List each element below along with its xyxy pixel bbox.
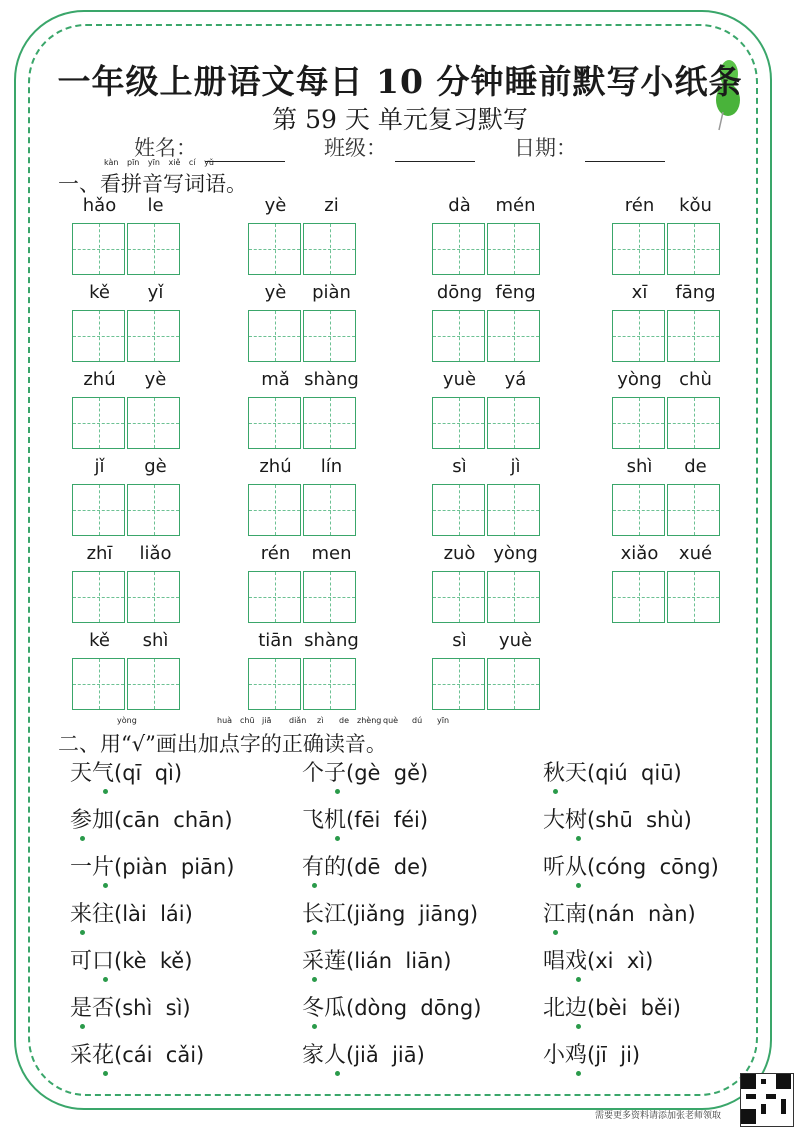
tianzige-box[interactable] (432, 571, 485, 623)
tianzige-box[interactable] (667, 571, 720, 623)
emphasis-dot (335, 1071, 340, 1076)
tianzige-box[interactable] (248, 223, 301, 275)
emphasis-dot (80, 1024, 85, 1029)
tianzige-box[interactable] (487, 397, 540, 449)
choice-item[interactable] (70, 803, 233, 834)
tianzige-box[interactable] (487, 571, 540, 623)
choice-item[interactable] (543, 756, 682, 787)
choice-readings[interactable]: (dē de) (346, 855, 429, 879)
choice-word: 参加 (70, 808, 115, 833)
writing-grid (432, 484, 540, 536)
choice-word: 采莲 (302, 949, 347, 974)
pinyin-syllable: shàng (304, 630, 359, 651)
word-pinyin (248, 369, 420, 393)
choice-item[interactable] (302, 1038, 425, 1069)
emphasis-dot (103, 977, 108, 982)
pinyin-syllable: mén (495, 195, 536, 216)
section2-pinyin-syllable: jiā (262, 716, 272, 725)
pinyin-syllable: piàn (312, 282, 351, 303)
pinyin-syllable: shì (626, 456, 653, 477)
choice-item[interactable] (302, 897, 478, 928)
emphasis-dot (553, 930, 558, 935)
pinyin-syllable: zhú (259, 456, 292, 477)
tianzige-box[interactable] (667, 223, 720, 275)
word-pinyin (612, 543, 784, 567)
section2-pinyin-syllable: chū (240, 716, 255, 725)
tianzige-box[interactable] (248, 484, 301, 536)
pinyin-syllable: gè (144, 456, 167, 477)
choice-readings[interactable]: (dòng dōng) (346, 996, 482, 1020)
pinyin-syllable: hǎo (82, 195, 117, 216)
tianzige-box[interactable] (248, 658, 301, 710)
choice-readings[interactable]: (nán nàn) (587, 902, 696, 926)
choice-item[interactable] (70, 991, 191, 1022)
writing-grid (612, 310, 720, 362)
choice-readings[interactable]: (shì sì) (114, 996, 191, 1020)
page-title: 一年级上册语文每日 10 分钟睡前默写小纸条 (57, 62, 743, 101)
word-cell (248, 369, 420, 393)
tianzige-box[interactable] (432, 397, 485, 449)
pinyin-syllable: zuò (443, 543, 476, 564)
date-line (585, 141, 665, 162)
choice-item[interactable] (543, 803, 692, 834)
word-cell (72, 630, 244, 654)
word-cell (248, 630, 420, 654)
word-cell (72, 543, 244, 567)
tianzige-box[interactable] (667, 397, 720, 449)
tianzige-box[interactable] (127, 571, 180, 623)
pinyin-syllable: zhī (86, 543, 113, 564)
section2-pinyin-syllable: zhèng (357, 716, 382, 725)
choice-readings[interactable]: (lián liān) (346, 949, 452, 973)
emphasis-dot (103, 789, 108, 794)
pinyin-syllable: men (311, 543, 352, 564)
word-cell (248, 543, 420, 567)
choice-word: 秋天 (543, 761, 588, 786)
emphasis-dot (80, 836, 85, 841)
word-pinyin (432, 369, 604, 393)
pinyin-syllable: sì (452, 456, 467, 477)
section2-pinyin-syllable: de (339, 716, 349, 725)
pinyin-syllable: shàng (304, 369, 359, 390)
choice-readings[interactable]: (lài lái) (114, 902, 193, 926)
name-line (205, 141, 285, 162)
choice-readings[interactable]: (gè gě) (346, 761, 429, 785)
footer-note: 需要更多资料请添加张老师领取 (595, 1111, 722, 1121)
choice-word: 可口 (70, 949, 115, 974)
choice-word: 冬瓜 (302, 996, 347, 1021)
word-cell (432, 282, 604, 306)
tianzige-box[interactable] (127, 484, 180, 536)
choice-readings[interactable]: (cái cǎi) (114, 1043, 205, 1067)
choice-word: 个子 (302, 761, 347, 786)
pinyin-syllable: kǒu (679, 195, 712, 216)
class-line (395, 141, 475, 162)
choice-word: 唱戏 (543, 949, 588, 974)
writing-grid (612, 397, 720, 449)
choice-word: 家人 (302, 1043, 347, 1068)
tianzige-box[interactable] (487, 658, 540, 710)
writing-grid (432, 658, 540, 710)
choice-word: 听从 (543, 855, 588, 880)
writing-grid (432, 397, 540, 449)
tianzige-box[interactable] (303, 310, 356, 362)
tianzige-box[interactable] (72, 223, 125, 275)
tianzige-box[interactable] (612, 484, 665, 536)
choice-readings[interactable]: (qī qì) (114, 761, 183, 785)
word-pinyin (248, 456, 420, 480)
emphasis-dot (576, 883, 581, 888)
word-cell (72, 195, 244, 219)
writing-grid (72, 397, 180, 449)
word-pinyin (612, 195, 784, 219)
word-cell (72, 282, 244, 306)
choice-item[interactable] (543, 991, 681, 1022)
pinyin-syllable: jǐ (94, 456, 105, 477)
choice-item[interactable] (302, 756, 428, 787)
emphasis-dot (576, 977, 581, 982)
pinyin-syllable: rén (624, 195, 655, 216)
pinyin-syllable: le (147, 195, 164, 216)
emphasis-dot (312, 930, 317, 935)
choice-word: 北边 (543, 996, 588, 1021)
choice-item[interactable] (70, 944, 192, 975)
qr-code-icon (740, 1073, 794, 1127)
tianzige-box[interactable] (72, 571, 125, 623)
writing-grid (248, 658, 356, 710)
word-pinyin (72, 543, 244, 567)
tianzige-box[interactable] (432, 310, 485, 362)
choice-item[interactable] (70, 897, 193, 928)
date-label: 日期： (514, 136, 577, 160)
choice-readings[interactable]: (shū shù) (587, 808, 692, 832)
pinyin-syllable: shì (142, 630, 169, 651)
choice-item[interactable] (302, 850, 428, 881)
word-cell (432, 630, 604, 654)
choice-word: 小鸡 (543, 1043, 588, 1068)
choice-word: 是否 (70, 996, 115, 1021)
choice-readings[interactable]: (jiǎng jiāng) (346, 902, 479, 926)
word-cell (432, 369, 604, 393)
word-pinyin (72, 630, 244, 654)
writing-grid (72, 658, 180, 710)
writing-grid (612, 571, 720, 623)
tianzige-box[interactable] (127, 310, 180, 362)
pinyin-syllable: mǎ (261, 369, 290, 390)
tianzige-box[interactable] (612, 571, 665, 623)
tianzige-box[interactable] (667, 484, 720, 536)
pinyin-syllable: zi (324, 195, 339, 216)
word-pinyin (72, 456, 244, 480)
pinyin-syllable: yuè (442, 369, 477, 390)
emphasis-dot (312, 1024, 317, 1029)
pinyin-syllable: yǐ (147, 282, 164, 303)
pinyin-syllable: yè (264, 195, 287, 216)
word-cell (612, 282, 784, 306)
word-pinyin (248, 543, 420, 567)
pinyin-syllable: yè (144, 369, 167, 390)
word-cell (612, 456, 784, 480)
choice-word: 飞机 (302, 808, 347, 833)
word-cell (248, 456, 420, 480)
pinyin-syllable: dōng (436, 282, 483, 303)
choice-word: 来往 (70, 902, 115, 927)
word-cell (612, 195, 784, 219)
word-cell (432, 195, 604, 219)
section1-heading: 一、看拼音写词语。 (58, 172, 247, 196)
tianzige-box[interactable] (667, 310, 720, 362)
word-pinyin (248, 195, 420, 219)
choice-item[interactable] (302, 803, 428, 834)
word-pinyin (612, 369, 784, 393)
pinyin-syllable: yè (264, 282, 287, 303)
word-cell (72, 369, 244, 393)
writing-grid (432, 571, 540, 623)
word-cell (612, 543, 784, 567)
section2-pinyin-syllable: què (383, 716, 399, 725)
tianzige-box[interactable] (487, 310, 540, 362)
pinyin-syllable: sì (452, 630, 467, 651)
section1-pinyin: kàn pīn yīn xiě cí yǔ (104, 158, 214, 167)
word-pinyin (72, 282, 244, 306)
word-pinyin (432, 282, 604, 306)
choice-item[interactable] (70, 850, 234, 881)
writing-grid (248, 484, 356, 536)
pinyin-syllable: fēng (495, 282, 536, 303)
pinyin-syllable: liǎo (139, 543, 172, 564)
section2-pinyin-syllable: diǎn (289, 716, 307, 725)
word-cell (72, 456, 244, 480)
choice-readings[interactable]: (qiú qiū) (587, 761, 682, 785)
emphasis-dot (553, 789, 558, 794)
choice-item[interactable] (543, 897, 696, 928)
choice-readings[interactable]: (fēi féi) (346, 808, 429, 832)
word-cell (248, 195, 420, 219)
section2-pinyin-syllable: dú (412, 716, 423, 725)
pinyin-syllable: kě (89, 282, 110, 303)
pinyin-syllable: yá (504, 369, 527, 390)
tianzige-box[interactable] (432, 658, 485, 710)
emphasis-dot (103, 883, 108, 888)
tianzige-box[interactable] (248, 310, 301, 362)
tianzige-box[interactable] (487, 223, 540, 275)
tianzige-box[interactable] (72, 397, 125, 449)
pinyin-syllable: jì (510, 456, 521, 477)
pinyin-syllable: yuè (498, 630, 533, 651)
emphasis-dot (576, 1071, 581, 1076)
word-cell (432, 456, 604, 480)
writing-grid (248, 571, 356, 623)
tianzige-box[interactable] (303, 658, 356, 710)
choice-readings[interactable]: (kè kě) (114, 949, 193, 973)
emphasis-dot (312, 977, 317, 982)
choice-item[interactable] (70, 756, 182, 787)
tianzige-box[interactable] (127, 223, 180, 275)
word-pinyin (432, 630, 604, 654)
writing-grid (612, 484, 720, 536)
emphasis-dot (576, 836, 581, 841)
choice-readings[interactable]: (cān chān) (114, 808, 233, 832)
writing-grid (72, 223, 180, 275)
word-pinyin (72, 369, 244, 393)
writing-grid (248, 223, 356, 275)
tianzige-box[interactable] (303, 484, 356, 536)
choice-word: 大树 (543, 808, 588, 833)
tianzige-box[interactable] (612, 310, 665, 362)
tianzige-box[interactable] (612, 397, 665, 449)
pinyin-syllable: kě (89, 630, 110, 651)
pinyin-syllable: zhú (83, 369, 116, 390)
pinyin-syllable: xiǎo (620, 543, 659, 564)
word-pinyin (432, 543, 604, 567)
tianzige-box[interactable] (248, 397, 301, 449)
emphasis-dot (103, 1071, 108, 1076)
tianzige-box[interactable] (432, 223, 485, 275)
writing-grid (612, 223, 720, 275)
writing-grid (72, 310, 180, 362)
choice-item[interactable] (543, 850, 719, 881)
pinyin-syllable: fāng (675, 282, 716, 303)
choice-item[interactable] (70, 1038, 204, 1069)
writing-grid (248, 310, 356, 362)
tianzige-box[interactable] (432, 484, 485, 536)
choice-word: 天气 (70, 761, 115, 786)
pinyin-syllable: xué (678, 543, 713, 564)
choice-item[interactable] (543, 944, 653, 975)
emphasis-dot (312, 883, 317, 888)
page-subtitle: 第 59 天 单元复习默写 (272, 105, 528, 134)
writing-grid (72, 484, 180, 536)
tianzige-box[interactable] (248, 571, 301, 623)
tianzige-box[interactable] (127, 658, 180, 710)
class-label: 班级： (324, 136, 387, 160)
choice-item[interactable] (302, 944, 451, 975)
writing-grid (248, 397, 356, 449)
writing-grid (72, 571, 180, 623)
writing-grid (432, 223, 540, 275)
emphasis-dot (80, 930, 85, 935)
section2-pinyin-syllable: yòng (117, 716, 137, 725)
choice-item[interactable] (543, 1038, 640, 1069)
word-cell (612, 369, 784, 393)
class-field[interactable] (324, 132, 475, 162)
emphasis-dot (576, 1024, 581, 1029)
choice-item[interactable] (302, 991, 481, 1022)
pinyin-syllable: rén (260, 543, 291, 564)
word-cell (248, 282, 420, 306)
word-pinyin (432, 456, 604, 480)
word-pinyin (612, 456, 784, 480)
choice-word: 长江 (302, 902, 347, 927)
word-pinyin (248, 282, 420, 306)
tianzige-box[interactable] (72, 658, 125, 710)
tianzige-box[interactable] (72, 484, 125, 536)
choice-readings[interactable]: (jī ji) (587, 1043, 641, 1067)
section2-pinyin-syllable: zì (317, 716, 324, 725)
pinyin-syllable: yòng (617, 369, 662, 390)
tianzige-box[interactable] (303, 571, 356, 623)
emphasis-dot (335, 789, 340, 794)
pinyin-syllable: tiān (258, 630, 293, 651)
writing-grid (432, 310, 540, 362)
choice-readings[interactable]: (cóng cōng) (587, 855, 719, 879)
word-pinyin (72, 195, 244, 219)
pinyin-syllable: de (684, 456, 707, 477)
choice-word: 有的 (302, 855, 347, 880)
pinyin-syllable: yòng (493, 543, 538, 564)
section2-pinyin-syllable: yīn (437, 716, 450, 725)
choice-readings[interactable]: (xi xì) (587, 949, 654, 973)
date-field[interactable] (514, 132, 665, 162)
tianzige-box[interactable] (303, 223, 356, 275)
choice-word: 采花 (70, 1043, 115, 1068)
pinyin-syllable: xī (631, 282, 648, 303)
tianzige-box[interactable] (72, 310, 125, 362)
tianzige-box[interactable] (127, 397, 180, 449)
tianzige-box[interactable] (487, 484, 540, 536)
tianzige-box[interactable] (612, 223, 665, 275)
choice-readings[interactable]: (piàn piān) (114, 855, 235, 879)
choice-word: 一片 (70, 855, 115, 880)
choice-readings[interactable]: (bèi běi) (587, 996, 681, 1020)
word-pinyin (612, 282, 784, 306)
pinyin-syllable: lín (320, 456, 343, 477)
name-label: 姓名： (134, 136, 197, 160)
choice-word: 江南 (543, 902, 588, 927)
emphasis-dot (335, 836, 340, 841)
section2-heading: 二、用“√”画出加点字的正确读音。 (58, 732, 387, 756)
tianzige-box[interactable] (303, 397, 356, 449)
pinyin-syllable: dà (448, 195, 471, 216)
word-pinyin (432, 195, 604, 219)
word-cell (432, 543, 604, 567)
choice-readings[interactable]: (jiǎ jiā) (346, 1043, 425, 1067)
section2-pinyin-syllable: huà (217, 716, 233, 725)
word-pinyin (248, 630, 420, 654)
pinyin-syllable: chù (679, 369, 712, 390)
